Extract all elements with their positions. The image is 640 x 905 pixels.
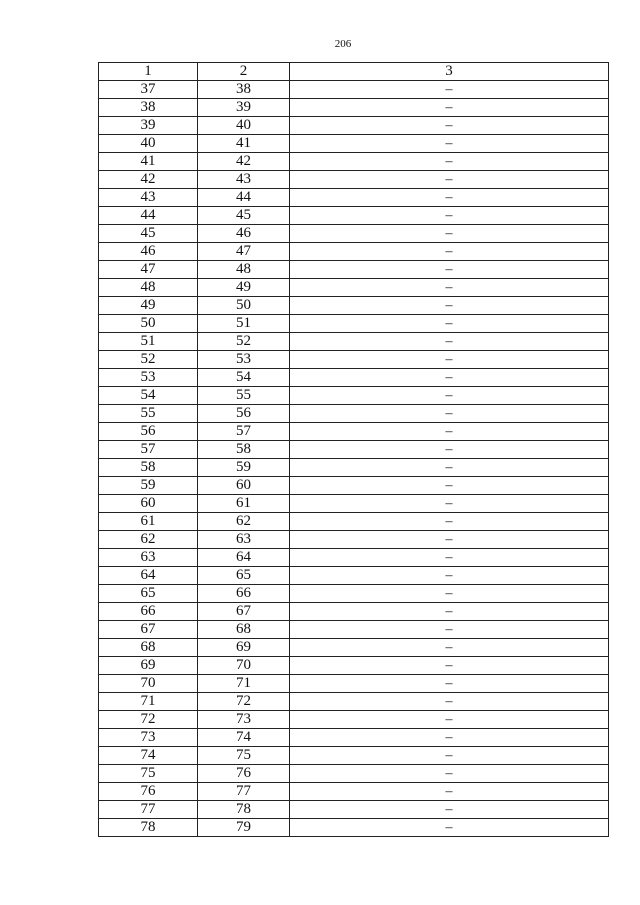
table-row xyxy=(99,603,609,621)
table-cell-col-2: 67 xyxy=(198,603,290,621)
table-row xyxy=(99,297,609,315)
table-cell-col-2: 43 xyxy=(198,171,290,189)
table-cell-col-3: – xyxy=(290,585,609,603)
table-cell-col-1: 50 xyxy=(99,315,198,333)
table-cell-col-1: 60 xyxy=(99,495,198,513)
table-cell-col-2: 71 xyxy=(198,675,290,693)
table-cell-col-1: 45 xyxy=(99,225,198,243)
table-cell-col-2: 51 xyxy=(198,315,290,333)
table-cell-col-3: – xyxy=(290,351,609,369)
table-cell-col-2: 47 xyxy=(198,243,290,261)
table-cell-col-3: – xyxy=(290,279,609,297)
table-cell-col-3: – xyxy=(290,369,609,387)
table-row xyxy=(99,783,609,801)
table-cell-col-3: – xyxy=(290,207,609,225)
table-cell-col-2: 63 xyxy=(198,531,290,549)
table-cell-col-2: 54 xyxy=(198,369,290,387)
table-row xyxy=(99,675,609,693)
table-cell-col-3: – xyxy=(290,171,609,189)
table-cell-col-3: – xyxy=(290,315,609,333)
table-cell-col-3: – xyxy=(290,387,609,405)
table-cell-col-1: 51 xyxy=(99,333,198,351)
table-cell-col-3: – xyxy=(290,783,609,801)
table-row xyxy=(99,315,609,333)
table-cell-col-1: 68 xyxy=(99,639,198,657)
table-row xyxy=(99,171,609,189)
table-row xyxy=(99,333,609,351)
table-cell-col-3: – xyxy=(290,333,609,351)
table-row xyxy=(99,801,609,819)
table-row xyxy=(99,495,609,513)
table-row xyxy=(99,477,609,495)
table-cell-col-3: – xyxy=(290,513,609,531)
table-cell-col-1: 49 xyxy=(99,297,198,315)
table-row xyxy=(99,81,609,99)
table-cell-col-1: 46 xyxy=(99,243,198,261)
table-row xyxy=(99,621,609,639)
table-cell-col-1: 65 xyxy=(99,585,198,603)
table-row xyxy=(99,153,609,171)
table-row xyxy=(99,99,609,117)
table-cell-col-1: 52 xyxy=(99,351,198,369)
table-cell-col-3: – xyxy=(290,729,609,747)
table-cell-col-3: – xyxy=(290,711,609,729)
table-row xyxy=(99,117,609,135)
table-cell-col-3: – xyxy=(290,153,609,171)
table-cell-col-3: – xyxy=(290,99,609,117)
table-cell-col-1: 54 xyxy=(99,387,198,405)
table-cell-col-1: 48 xyxy=(99,279,198,297)
table-cell-col-3: – xyxy=(290,567,609,585)
table-cell-col-2: 66 xyxy=(198,585,290,603)
table-row xyxy=(99,567,609,585)
table-cell-col-3: – xyxy=(290,297,609,315)
table-cell-col-2: 44 xyxy=(198,189,290,207)
table-cell-col-3: – xyxy=(290,819,609,837)
table-cell-col-1: 62 xyxy=(99,531,198,549)
table-cell-col-3: – xyxy=(290,531,609,549)
table-cell-col-1: 75 xyxy=(99,765,198,783)
table-cell-col-1: 73 xyxy=(99,729,198,747)
table-row xyxy=(99,423,609,441)
data-table xyxy=(98,62,609,837)
table-cell-col-1: 78 xyxy=(99,819,198,837)
table-cell-col-1: 57 xyxy=(99,441,198,459)
table-cell-col-3: – xyxy=(290,693,609,711)
table-cell-col-1: 41 xyxy=(99,153,198,171)
table-cell-col-3: – xyxy=(290,405,609,423)
table-header-row xyxy=(99,63,609,81)
table-row xyxy=(99,207,609,225)
table-cell-col-3: – xyxy=(290,423,609,441)
table-cell-col-2: 38 xyxy=(198,81,290,99)
table-cell-col-3: – xyxy=(290,621,609,639)
table-row xyxy=(99,711,609,729)
table-cell-col-3: – xyxy=(290,549,609,567)
table-cell-col-2: 40 xyxy=(198,117,290,135)
table-cell-col-3: – xyxy=(290,477,609,495)
table-cell-col-1: 76 xyxy=(99,783,198,801)
table-cell-col-3: – xyxy=(290,81,609,99)
table-row xyxy=(99,225,609,243)
table-cell-col-2: 56 xyxy=(198,405,290,423)
table-cell-col-2: 64 xyxy=(198,549,290,567)
table-cell-col-3: – xyxy=(290,261,609,279)
table-cell-col-2: 55 xyxy=(198,387,290,405)
table-cell-col-2: 49 xyxy=(198,279,290,297)
table-cell-col-1: 67 xyxy=(99,621,198,639)
table-cell-col-1: 58 xyxy=(99,459,198,477)
table-cell-col-2: 78 xyxy=(198,801,290,819)
page-number: 206 xyxy=(334,38,352,50)
table-row xyxy=(99,243,609,261)
table-row xyxy=(99,693,609,711)
table-cell-col-3: – xyxy=(290,657,609,675)
table-cell-col-1: 59 xyxy=(99,477,198,495)
table-row xyxy=(99,657,609,675)
table-cell-col-3: – xyxy=(290,117,609,135)
table-cell-col-2: 52 xyxy=(198,333,290,351)
table-cell-col-2: 53 xyxy=(198,351,290,369)
table-cell-col-2: 73 xyxy=(198,711,290,729)
table-cell-col-3: – xyxy=(290,675,609,693)
table-cell-col-3: – xyxy=(290,225,609,243)
table-cell-col-1: 37 xyxy=(99,81,198,99)
table-cell-col-1: 64 xyxy=(99,567,198,585)
table-cell-col-2: 74 xyxy=(198,729,290,747)
table-cell-col-3: – xyxy=(290,747,609,765)
table-cell-col-1: 40 xyxy=(99,135,198,153)
table-cell-col-1: 77 xyxy=(99,801,198,819)
table-cell-col-2: 46 xyxy=(198,225,290,243)
table-row xyxy=(99,387,609,405)
table-cell-col-2: 69 xyxy=(198,639,290,657)
table-cell-col-1: 56 xyxy=(99,423,198,441)
table-row xyxy=(99,351,609,369)
table-row xyxy=(99,405,609,423)
table-cell-col-1: 61 xyxy=(99,513,198,531)
table-cell-col-3: – xyxy=(290,639,609,657)
table-row xyxy=(99,459,609,477)
table-row xyxy=(99,441,609,459)
table-cell-col-2: 75 xyxy=(198,747,290,765)
table-cell-col-1: 63 xyxy=(99,549,198,567)
table-row xyxy=(99,747,609,765)
table-row xyxy=(99,135,609,153)
table-cell-col-2: 61 xyxy=(198,495,290,513)
table-cell-col-1: 72 xyxy=(99,711,198,729)
table-cell-col-1: 44 xyxy=(99,207,198,225)
table-row xyxy=(99,513,609,531)
table-cell-col-2: 50 xyxy=(198,297,290,315)
table-cell-col-2: 68 xyxy=(198,621,290,639)
table-cell-col-2: 70 xyxy=(198,657,290,675)
table-cell-col-1: 38 xyxy=(99,99,198,117)
table-row xyxy=(99,765,609,783)
table-cell-col-3: – xyxy=(290,243,609,261)
table-cell-col-1: 53 xyxy=(99,369,198,387)
table-cell-col-2: 59 xyxy=(198,459,290,477)
table-cell-col-1: 66 xyxy=(99,603,198,621)
table-cell-col-1: 47 xyxy=(99,261,198,279)
column-header-2: 2 xyxy=(198,63,290,81)
table-cell-col-2: 77 xyxy=(198,783,290,801)
table-cell-col-2: 41 xyxy=(198,135,290,153)
table-cell-col-2: 45 xyxy=(198,207,290,225)
table-cell-col-1: 43 xyxy=(99,189,198,207)
table-cell-col-1: 69 xyxy=(99,657,198,675)
table-cell-col-2: 39 xyxy=(198,99,290,117)
table-cell-col-2: 79 xyxy=(198,819,290,837)
table-cell-col-3: – xyxy=(290,459,609,477)
table-cell-col-2: 65 xyxy=(198,567,290,585)
table-row xyxy=(99,549,609,567)
table-cell-col-2: 48 xyxy=(198,261,290,279)
table-cell-col-3: – xyxy=(290,189,609,207)
table-cell-col-2: 60 xyxy=(198,477,290,495)
table-cell-col-1: 70 xyxy=(99,675,198,693)
table-row xyxy=(99,189,609,207)
table-row xyxy=(99,729,609,747)
table-cell-col-2: 72 xyxy=(198,693,290,711)
table-cell-col-2: 42 xyxy=(198,153,290,171)
column-header-3: 3 xyxy=(290,63,609,81)
table-cell-col-3: – xyxy=(290,603,609,621)
table-row xyxy=(99,279,609,297)
table-row xyxy=(99,531,609,549)
table-cell-col-3: – xyxy=(290,801,609,819)
table-body xyxy=(99,81,609,837)
table-cell-col-2: 76 xyxy=(198,765,290,783)
table-cell-col-3: – xyxy=(290,135,609,153)
table-cell-col-2: 62 xyxy=(198,513,290,531)
table-cell-col-2: 58 xyxy=(198,441,290,459)
table-row xyxy=(99,369,609,387)
table-cell-col-3: – xyxy=(290,765,609,783)
table-row xyxy=(99,639,609,657)
table-cell-col-1: 74 xyxy=(99,747,198,765)
table-cell-col-1: 39 xyxy=(99,117,198,135)
table-cell-col-1: 55 xyxy=(99,405,198,423)
table-row xyxy=(99,585,609,603)
table-cell-col-1: 42 xyxy=(99,171,198,189)
table-row xyxy=(99,261,609,279)
table-cell-col-1: 71 xyxy=(99,693,198,711)
table-cell-col-3: – xyxy=(290,495,609,513)
column-header-1: 1 xyxy=(99,63,198,81)
table-row xyxy=(99,819,609,837)
table-cell-col-3: – xyxy=(290,441,609,459)
table-cell-col-2: 57 xyxy=(198,423,290,441)
